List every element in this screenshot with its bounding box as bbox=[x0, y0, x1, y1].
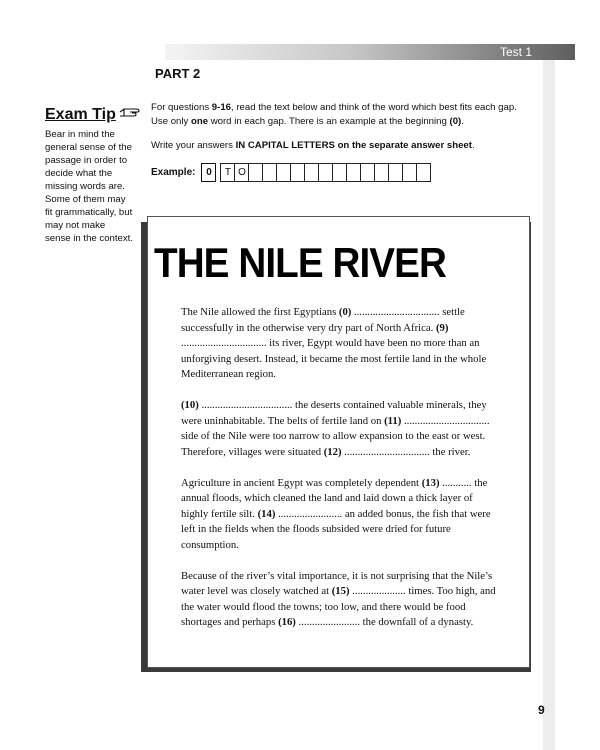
letter-box bbox=[305, 163, 319, 182]
page-edge-strip bbox=[543, 60, 555, 750]
exam-tip-text: Bear in mind the general sense of the passage in order to decide what the missing words are. Some of them may fit grammatically, but may not make sense in the context. bbox=[45, 129, 133, 244]
letter-box bbox=[417, 163, 431, 182]
pointing-hand-icon bbox=[118, 104, 144, 125]
article-paragraph-1: The Nile allowed the first Egyptians (0) ................................ settle successfully in the otherwise very dry part of North Africa. (9) ................................ its river, Egypt would have been no more than an unforgiving desert. Instead, it became the most fertile land in the whole Mediterranean region. bbox=[181, 306, 487, 380]
instructions-paragraph-1: For questions 9-16, read the text below and think of the word which best fits each gap. Use only one word in each gap. There is an example at the beginning (0). bbox=[151, 102, 517, 127]
letter-box bbox=[389, 163, 403, 182]
letter-box bbox=[403, 163, 417, 182]
article-paragraph-2: (10) .................................. the deserts contained valuable minerals, they were uninhabitable. The belts of fertile land on (11) ................................ side of the Nile were too narrow to allow expansion to the east or west. Therefore, villages were situated (12) ................................ the river. bbox=[181, 399, 490, 458]
letter-box bbox=[291, 163, 305, 182]
article-body bbox=[181, 305, 501, 631]
example-number-box: 0 bbox=[201, 163, 216, 182]
letter-box bbox=[375, 163, 389, 182]
exam-tip-title: Exam Tip bbox=[45, 105, 116, 123]
letter-box bbox=[333, 163, 347, 182]
part-title: PART 2 bbox=[155, 66, 201, 81]
test-label: Test 1 bbox=[499, 45, 532, 59]
instructions-paragraph-2: Write your answers IN CAPITAL LETTERS on the separate answer sheet. bbox=[151, 140, 475, 151]
article-paragraph-3: Agriculture in ancient Egypt was completely dependent (13) ........... the annual floods, which cleaned the land and laid down a thick layer of highly fertile silt. (14) ........................ an added bonus, the fish that were left in the fields when the floods subsided were dried for future consumption. bbox=[181, 476, 491, 551]
letter-box: O bbox=[235, 163, 249, 182]
letter-box bbox=[277, 163, 291, 182]
article-paragraph-4: Because of the river’s vital importance, it is not surprising that the Nile’s water level was closely watched at (15) .................... times. Too high, and the water would flood the towns; too low, and there would be food shortages and perhaps (16) ....................... the downfall of a dynasty. bbox=[181, 569, 496, 628]
exam-tip-heading bbox=[45, 104, 144, 125]
article-title: THE NILE RIVER bbox=[154, 239, 446, 286]
letter-box bbox=[263, 163, 277, 182]
letter-box bbox=[319, 163, 333, 182]
example-row bbox=[151, 163, 431, 182]
example-label: Example: bbox=[151, 167, 196, 178]
letter-box bbox=[249, 163, 263, 182]
letter-box bbox=[347, 163, 361, 182]
page-number: 9 bbox=[538, 703, 545, 717]
letter-box bbox=[361, 163, 375, 182]
letter-box: T bbox=[221, 163, 235, 182]
example-letter-boxes bbox=[220, 163, 431, 182]
instructions bbox=[151, 101, 531, 153]
